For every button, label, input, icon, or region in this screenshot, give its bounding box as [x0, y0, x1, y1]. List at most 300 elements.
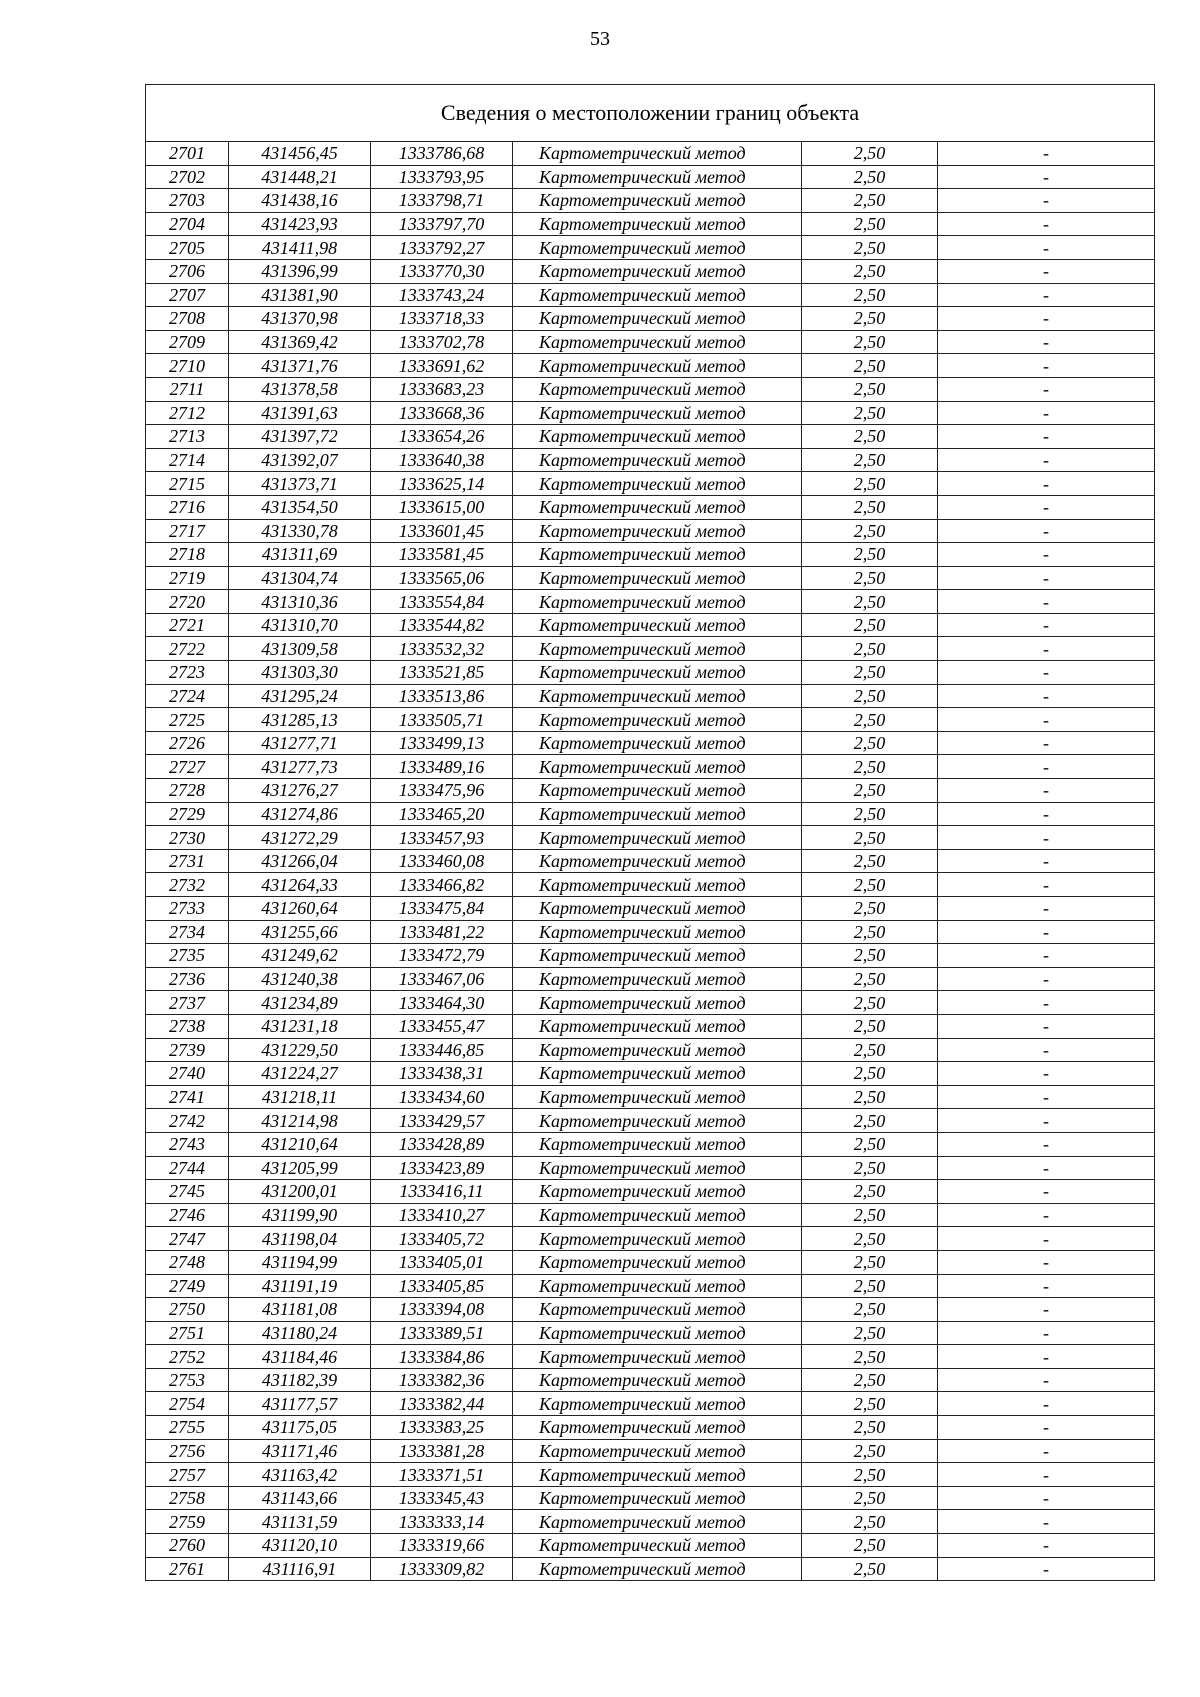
point-number-cell: 2710 [146, 354, 229, 378]
y-coordinate-cell: 1333499,13 [371, 731, 513, 755]
method-cell: Картометрический метод [513, 920, 802, 944]
note-cell: - [938, 1062, 1155, 1086]
x-coordinate-cell: 431381,90 [229, 283, 371, 307]
accuracy-cell: 2,50 [802, 613, 938, 637]
method-cell: Картометрический метод [513, 661, 802, 685]
x-coordinate-cell: 431218,11 [229, 1085, 371, 1109]
y-coordinate-cell: 1333384,86 [371, 1345, 513, 1369]
note-cell: - [938, 165, 1155, 189]
note-cell: - [938, 1463, 1155, 1487]
accuracy-cell: 2,50 [802, 1392, 938, 1416]
note-cell: - [938, 1180, 1155, 1204]
x-coordinate-cell: 431143,66 [229, 1486, 371, 1510]
note-cell: - [938, 1274, 1155, 1298]
x-coordinate-cell: 431310,70 [229, 613, 371, 637]
note-cell: - [938, 613, 1155, 637]
note-cell: - [938, 755, 1155, 779]
x-coordinate-cell: 431448,21 [229, 165, 371, 189]
x-coordinate-cell: 431210,64 [229, 1132, 371, 1156]
x-coordinate-cell: 431391,63 [229, 401, 371, 425]
method-cell: Картометрический метод [513, 613, 802, 637]
x-coordinate-cell: 431264,33 [229, 873, 371, 897]
method-cell: Картометрический метод [513, 1439, 802, 1463]
accuracy-cell: 2,50 [802, 661, 938, 685]
table-row [146, 1203, 1155, 1227]
point-number-cell: 2717 [146, 519, 229, 543]
note-cell: - [938, 731, 1155, 755]
point-number-cell: 2737 [146, 991, 229, 1015]
point-number-cell: 2753 [146, 1368, 229, 1392]
point-number-cell: 2745 [146, 1180, 229, 1204]
point-number-cell: 2720 [146, 590, 229, 614]
y-coordinate-cell: 1333423,89 [371, 1156, 513, 1180]
point-number-cell: 2703 [146, 189, 229, 213]
note-cell: - [938, 1250, 1155, 1274]
point-number-cell: 2738 [146, 1014, 229, 1038]
x-coordinate-cell: 431182,39 [229, 1368, 371, 1392]
y-coordinate-cell: 1333702,78 [371, 330, 513, 354]
accuracy-cell: 2,50 [802, 873, 938, 897]
accuracy-cell: 2,50 [802, 495, 938, 519]
method-cell: Картометрический метод [513, 543, 802, 567]
table-row [146, 637, 1155, 661]
method-cell: Картометрический метод [513, 1298, 802, 1322]
accuracy-cell: 2,50 [802, 1416, 938, 1440]
y-coordinate-cell: 1333382,36 [371, 1368, 513, 1392]
table-row [146, 1250, 1155, 1274]
accuracy-cell: 2,50 [802, 377, 938, 401]
point-number-cell: 2724 [146, 684, 229, 708]
accuracy-cell: 2,50 [802, 1062, 938, 1086]
y-coordinate-cell: 1333513,86 [371, 684, 513, 708]
note-cell: - [938, 1416, 1155, 1440]
y-coordinate-cell: 1333668,36 [371, 401, 513, 425]
note-cell: - [938, 1109, 1155, 1133]
table-row [146, 1156, 1155, 1180]
accuracy-cell: 2,50 [802, 1227, 938, 1251]
method-cell: Картометрический метод [513, 354, 802, 378]
y-coordinate-cell: 1333798,71 [371, 189, 513, 213]
y-coordinate-cell: 1333786,68 [371, 142, 513, 166]
method-cell: Картометрический метод [513, 472, 802, 496]
point-number-cell: 2708 [146, 307, 229, 331]
x-coordinate-cell: 431266,04 [229, 849, 371, 873]
note-cell: - [938, 495, 1155, 519]
table-row [146, 779, 1155, 803]
y-coordinate-cell: 1333319,66 [371, 1534, 513, 1558]
note-cell: - [938, 1534, 1155, 1558]
method-cell: Картометрический метод [513, 236, 802, 260]
accuracy-cell: 2,50 [802, 1486, 938, 1510]
x-coordinate-cell: 431116,91 [229, 1557, 371, 1581]
method-cell: Картометрический метод [513, 259, 802, 283]
note-cell: - [938, 873, 1155, 897]
table-header-row [146, 85, 1155, 142]
x-coordinate-cell: 431175,05 [229, 1416, 371, 1440]
table-row [146, 1392, 1155, 1416]
point-number-cell: 2743 [146, 1132, 229, 1156]
note-cell: - [938, 543, 1155, 567]
method-cell: Картометрический метод [513, 1557, 802, 1581]
y-coordinate-cell: 1333691,62 [371, 354, 513, 378]
x-coordinate-cell: 431231,18 [229, 1014, 371, 1038]
table-row [146, 519, 1155, 543]
accuracy-cell: 2,50 [802, 519, 938, 543]
method-cell: Картометрический метод [513, 425, 802, 449]
accuracy-cell: 2,50 [802, 802, 938, 826]
table-row [146, 967, 1155, 991]
point-number-cell: 2711 [146, 377, 229, 401]
x-coordinate-cell: 431184,46 [229, 1345, 371, 1369]
method-cell: Картометрический метод [513, 1274, 802, 1298]
point-number-cell: 2705 [146, 236, 229, 260]
table-row [146, 142, 1155, 166]
table-row [146, 708, 1155, 732]
method-cell: Картометрический метод [513, 283, 802, 307]
point-number-cell: 2742 [146, 1109, 229, 1133]
point-number-cell: 2760 [146, 1534, 229, 1558]
method-cell: Картометрический метод [513, 142, 802, 166]
x-coordinate-cell: 431354,50 [229, 495, 371, 519]
y-coordinate-cell: 1333394,08 [371, 1298, 513, 1322]
point-number-cell: 2759 [146, 1510, 229, 1534]
note-cell: - [938, 330, 1155, 354]
accuracy-cell: 2,50 [802, 236, 938, 260]
note-cell: - [938, 401, 1155, 425]
point-number-cell: 2704 [146, 212, 229, 236]
accuracy-cell: 2,50 [802, 1085, 938, 1109]
note-cell: - [938, 1321, 1155, 1345]
accuracy-cell: 2,50 [802, 1014, 938, 1038]
point-number-cell: 2713 [146, 425, 229, 449]
y-coordinate-cell: 1333455,47 [371, 1014, 513, 1038]
table-row [146, 425, 1155, 449]
y-coordinate-cell: 1333446,85 [371, 1038, 513, 1062]
table-row [146, 165, 1155, 189]
point-number-cell: 2735 [146, 944, 229, 968]
method-cell: Картометрический метод [513, 779, 802, 803]
note-cell: - [938, 448, 1155, 472]
accuracy-cell: 2,50 [802, 1250, 938, 1274]
method-cell: Картометрический метод [513, 1321, 802, 1345]
x-coordinate-cell: 431392,07 [229, 448, 371, 472]
table-row [146, 566, 1155, 590]
table-row [146, 1109, 1155, 1133]
point-number-cell: 2715 [146, 472, 229, 496]
accuracy-cell: 2,50 [802, 1298, 938, 1322]
table-row [146, 897, 1155, 921]
y-coordinate-cell: 1333345,43 [371, 1486, 513, 1510]
x-coordinate-cell: 431330,78 [229, 519, 371, 543]
accuracy-cell: 2,50 [802, 259, 938, 283]
x-coordinate-cell: 431180,24 [229, 1321, 371, 1345]
x-coordinate-cell: 431131,59 [229, 1510, 371, 1534]
table-row [146, 1062, 1155, 1086]
accuracy-cell: 2,50 [802, 543, 938, 567]
y-coordinate-cell: 1333475,96 [371, 779, 513, 803]
y-coordinate-cell: 1333581,45 [371, 543, 513, 567]
method-cell: Картометрический метод [513, 377, 802, 401]
accuracy-cell: 2,50 [802, 566, 938, 590]
note-cell: - [938, 259, 1155, 283]
accuracy-cell: 2,50 [802, 826, 938, 850]
table-row [146, 1227, 1155, 1251]
accuracy-cell: 2,50 [802, 401, 938, 425]
accuracy-cell: 2,50 [802, 1463, 938, 1487]
table-row [146, 613, 1155, 637]
note-cell: - [938, 1298, 1155, 1322]
point-number-cell: 2756 [146, 1439, 229, 1463]
table-row [146, 873, 1155, 897]
point-number-cell: 2751 [146, 1321, 229, 1345]
method-cell: Картометрический метод [513, 1038, 802, 1062]
method-cell: Картометрический метод [513, 826, 802, 850]
table-row [146, 448, 1155, 472]
method-cell: Картометрический метод [513, 684, 802, 708]
table-row [146, 1180, 1155, 1204]
method-cell: Картометрический метод [513, 1109, 802, 1133]
point-number-cell: 2730 [146, 826, 229, 850]
table-row [146, 1463, 1155, 1487]
point-number-cell: 2748 [146, 1250, 229, 1274]
note-cell: - [938, 1132, 1155, 1156]
y-coordinate-cell: 1333532,32 [371, 637, 513, 661]
y-coordinate-cell: 1333333,14 [371, 1510, 513, 1534]
accuracy-cell: 2,50 [802, 991, 938, 1015]
y-coordinate-cell: 1333797,70 [371, 212, 513, 236]
method-cell: Картометрический метод [513, 330, 802, 354]
y-coordinate-cell: 1333416,11 [371, 1180, 513, 1204]
x-coordinate-cell: 431309,58 [229, 637, 371, 661]
point-number-cell: 2736 [146, 967, 229, 991]
point-number-cell: 2712 [146, 401, 229, 425]
note-cell: - [938, 1345, 1155, 1369]
table-row [146, 354, 1155, 378]
x-coordinate-cell: 431199,90 [229, 1203, 371, 1227]
accuracy-cell: 2,50 [802, 142, 938, 166]
x-coordinate-cell: 431285,13 [229, 708, 371, 732]
y-coordinate-cell: 1333405,72 [371, 1227, 513, 1251]
x-coordinate-cell: 431255,66 [229, 920, 371, 944]
y-coordinate-cell: 1333405,85 [371, 1274, 513, 1298]
note-cell: - [938, 1368, 1155, 1392]
method-cell: Картометрический метод [513, 1156, 802, 1180]
table-row [146, 401, 1155, 425]
note-cell: - [938, 590, 1155, 614]
y-coordinate-cell: 1333371,51 [371, 1463, 513, 1487]
note-cell: - [938, 802, 1155, 826]
note-cell: - [938, 1227, 1155, 1251]
y-coordinate-cell: 1333467,06 [371, 967, 513, 991]
table-row [146, 1274, 1155, 1298]
note-cell: - [938, 684, 1155, 708]
x-coordinate-cell: 431194,99 [229, 1250, 371, 1274]
method-cell: Картометрический метод [513, 637, 802, 661]
x-coordinate-cell: 431163,42 [229, 1463, 371, 1487]
accuracy-cell: 2,50 [802, 307, 938, 331]
table-row [146, 755, 1155, 779]
accuracy-cell: 2,50 [802, 944, 938, 968]
table-row [146, 495, 1155, 519]
accuracy-cell: 2,50 [802, 354, 938, 378]
x-coordinate-cell: 431438,16 [229, 189, 371, 213]
x-coordinate-cell: 431311,69 [229, 543, 371, 567]
method-cell: Картометрический метод [513, 590, 802, 614]
x-coordinate-cell: 431120,10 [229, 1534, 371, 1558]
method-cell: Картометрический метод [513, 1227, 802, 1251]
accuracy-cell: 2,50 [802, 1345, 938, 1369]
y-coordinate-cell: 1333472,79 [371, 944, 513, 968]
accuracy-cell: 2,50 [802, 779, 938, 803]
method-cell: Картометрический метод [513, 1510, 802, 1534]
note-cell: - [938, 661, 1155, 685]
accuracy-cell: 2,50 [802, 1510, 938, 1534]
note-cell: - [938, 142, 1155, 166]
y-coordinate-cell: 1333793,95 [371, 165, 513, 189]
boundary-coordinates-table [145, 84, 1155, 1581]
accuracy-cell: 2,50 [802, 967, 938, 991]
point-number-cell: 2744 [146, 1156, 229, 1180]
point-number-cell: 2721 [146, 613, 229, 637]
y-coordinate-cell: 1333601,45 [371, 519, 513, 543]
accuracy-cell: 2,50 [802, 1156, 938, 1180]
point-number-cell: 2755 [146, 1416, 229, 1440]
accuracy-cell: 2,50 [802, 1557, 938, 1581]
note-cell: - [938, 212, 1155, 236]
point-number-cell: 2732 [146, 873, 229, 897]
x-coordinate-cell: 431304,74 [229, 566, 371, 590]
point-number-cell: 2726 [146, 731, 229, 755]
method-cell: Картометрический метод [513, 1062, 802, 1086]
point-number-cell: 2714 [146, 448, 229, 472]
accuracy-cell: 2,50 [802, 1038, 938, 1062]
point-number-cell: 2757 [146, 1463, 229, 1487]
table-row [146, 1298, 1155, 1322]
method-cell: Картометрический метод [513, 967, 802, 991]
note-cell: - [938, 236, 1155, 260]
table-body [146, 142, 1155, 1581]
table-row [146, 212, 1155, 236]
accuracy-cell: 2,50 [802, 1109, 938, 1133]
table-row [146, 283, 1155, 307]
point-number-cell: 2716 [146, 495, 229, 519]
accuracy-cell: 2,50 [802, 1180, 938, 1204]
method-cell: Картометрический метод [513, 1463, 802, 1487]
x-coordinate-cell: 431277,71 [229, 731, 371, 755]
table-row [146, 472, 1155, 496]
note-cell: - [938, 920, 1155, 944]
note-cell: - [938, 849, 1155, 873]
table-row [146, 590, 1155, 614]
method-cell: Картометрический метод [513, 755, 802, 779]
point-number-cell: 2719 [146, 566, 229, 590]
method-cell: Картометрический метод [513, 1132, 802, 1156]
note-cell: - [938, 1014, 1155, 1038]
method-cell: Картометрический метод [513, 802, 802, 826]
y-coordinate-cell: 1333383,25 [371, 1416, 513, 1440]
accuracy-cell: 2,50 [802, 590, 938, 614]
x-coordinate-cell: 431171,46 [229, 1439, 371, 1463]
table-row [146, 991, 1155, 1015]
y-coordinate-cell: 1333683,23 [371, 377, 513, 401]
x-coordinate-cell: 431378,58 [229, 377, 371, 401]
method-cell: Картометрический метод [513, 165, 802, 189]
x-coordinate-cell: 431260,64 [229, 897, 371, 921]
x-coordinate-cell: 431191,19 [229, 1274, 371, 1298]
method-cell: Картометрический метод [513, 495, 802, 519]
x-coordinate-cell: 431397,72 [229, 425, 371, 449]
table-row [146, 236, 1155, 260]
note-cell: - [938, 1085, 1155, 1109]
note-cell: - [938, 1486, 1155, 1510]
y-coordinate-cell: 1333521,85 [371, 661, 513, 685]
y-coordinate-cell: 1333464,30 [371, 991, 513, 1015]
accuracy-cell: 2,50 [802, 283, 938, 307]
note-cell: - [938, 1156, 1155, 1180]
method-cell: Картометрический метод [513, 897, 802, 921]
accuracy-cell: 2,50 [802, 448, 938, 472]
x-coordinate-cell: 431234,89 [229, 991, 371, 1015]
method-cell: Картометрический метод [513, 1014, 802, 1038]
y-coordinate-cell: 1333792,27 [371, 236, 513, 260]
y-coordinate-cell: 1333743,24 [371, 283, 513, 307]
table-row [146, 1345, 1155, 1369]
point-number-cell: 2758 [146, 1486, 229, 1510]
x-coordinate-cell: 431295,24 [229, 684, 371, 708]
note-cell: - [938, 1439, 1155, 1463]
method-cell: Картометрический метод [513, 519, 802, 543]
accuracy-cell: 2,50 [802, 684, 938, 708]
y-coordinate-cell: 1333429,57 [371, 1109, 513, 1133]
accuracy-cell: 2,50 [802, 708, 938, 732]
method-cell: Картометрический метод [513, 1203, 802, 1227]
method-cell: Картометрический метод [513, 1416, 802, 1440]
method-cell: Картометрический метод [513, 307, 802, 331]
y-coordinate-cell: 1333389,51 [371, 1321, 513, 1345]
x-coordinate-cell: 431277,73 [229, 755, 371, 779]
y-coordinate-cell: 1333460,08 [371, 849, 513, 873]
x-coordinate-cell: 431200,01 [229, 1180, 371, 1204]
point-number-cell: 2702 [146, 165, 229, 189]
table-row [146, 307, 1155, 331]
x-coordinate-cell: 431411,98 [229, 236, 371, 260]
y-coordinate-cell: 1333381,28 [371, 1439, 513, 1463]
note-cell: - [938, 1038, 1155, 1062]
point-number-cell: 2741 [146, 1085, 229, 1109]
point-number-cell: 2761 [146, 1557, 229, 1581]
note-cell: - [938, 1557, 1155, 1581]
note-cell: - [938, 283, 1155, 307]
point-number-cell: 2725 [146, 708, 229, 732]
y-coordinate-cell: 1333565,06 [371, 566, 513, 590]
x-coordinate-cell: 431396,99 [229, 259, 371, 283]
method-cell: Картометрический метод [513, 944, 802, 968]
note-cell: - [938, 472, 1155, 496]
point-number-cell: 2729 [146, 802, 229, 826]
point-number-cell: 2754 [146, 1392, 229, 1416]
method-cell: Картометрический метод [513, 1486, 802, 1510]
method-cell: Картометрический метод [513, 849, 802, 873]
table-row [146, 1416, 1155, 1440]
x-coordinate-cell: 431369,42 [229, 330, 371, 354]
y-coordinate-cell: 1333544,82 [371, 613, 513, 637]
y-coordinate-cell: 1333466,82 [371, 873, 513, 897]
method-cell: Картометрический метод [513, 731, 802, 755]
method-cell: Картометрический метод [513, 566, 802, 590]
method-cell: Картометрический метод [513, 708, 802, 732]
point-number-cell: 2722 [146, 637, 229, 661]
x-coordinate-cell: 431205,99 [229, 1156, 371, 1180]
